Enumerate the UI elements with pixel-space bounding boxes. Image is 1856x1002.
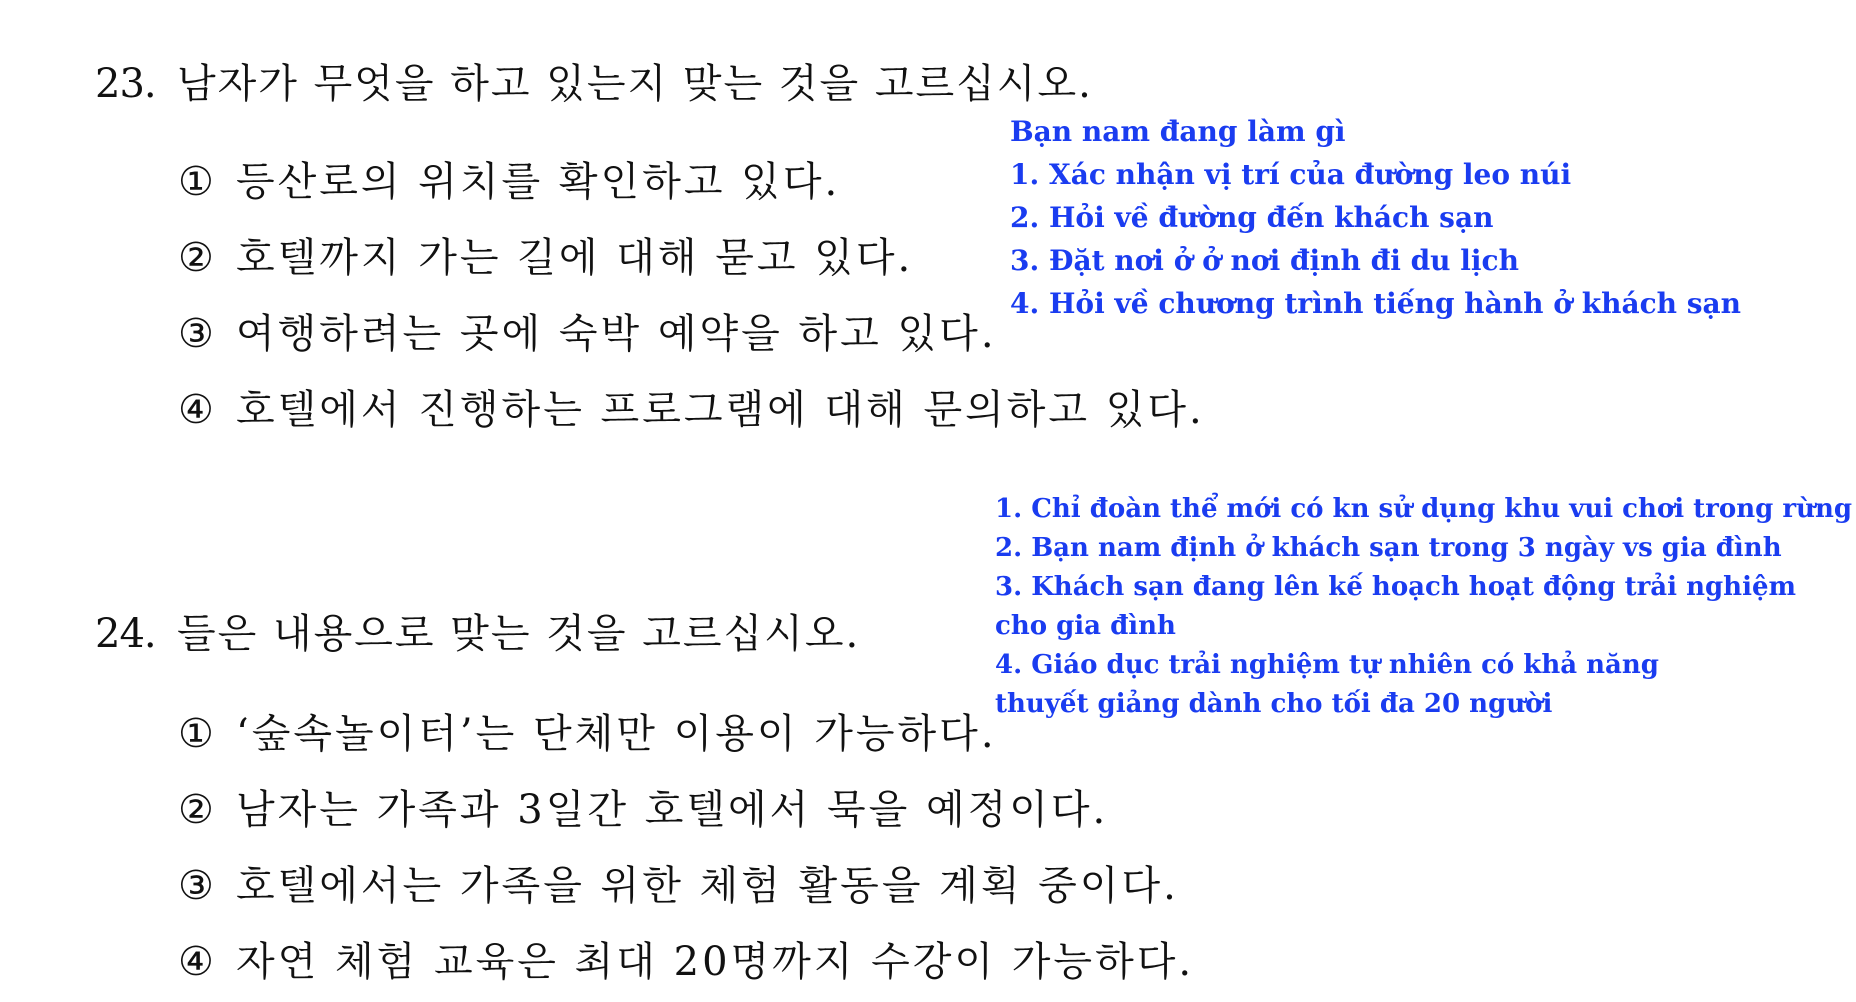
option-text: 등산로의 위치를 확인하고 있다. <box>236 159 841 205</box>
q23-option-3 <box>178 302 997 359</box>
option-marker: ③ <box>178 863 217 909</box>
option-text: 여행하려는 곳에 숙박 예약을 하고 있다. <box>236 311 997 357</box>
annotation-line: 4. Hỏi về chương trình tiếng hành ở khách sạn <box>1010 287 1742 320</box>
option-marker: ③ <box>178 311 217 357</box>
annotation-line: 4. Giáo dục trải nghiệm tự nhiên có khả năng <box>995 650 1659 680</box>
annotation-line: 2. Hỏi về đường đến khách sạn <box>1010 201 1494 234</box>
annotation-line: 1. Xác nhận vị trí của đường leo núi <box>1010 158 1572 191</box>
option-marker: ④ <box>178 939 217 985</box>
annotation-line: Bạn nam đang làm gì <box>1010 115 1346 148</box>
annotation-line: 3. Đặt nơi ở ở nơi định đi du lịch <box>1010 244 1519 277</box>
option-text: 남자는 가족과 3일간 호텔에서 묵을 예정이다. <box>236 787 1109 833</box>
q24-annotation <box>995 490 1852 724</box>
question-24-title <box>95 602 860 659</box>
annotation-line: thuyết giảng dành cho tối đa 20 người <box>995 689 1553 719</box>
option-marker: ② <box>178 787 217 833</box>
question-prompt: 들은 내용으로 맞는 것을 고르십시오. <box>177 611 861 657</box>
option-text: 호텔에서 진행하는 프로그램에 대해 문의하고 있다. <box>236 387 1205 433</box>
option-marker: ④ <box>178 387 217 433</box>
q23-option-1 <box>178 150 840 207</box>
option-text: 호텔까지 가는 길에 대해 묻고 있다. <box>236 235 914 281</box>
option-text: 자연 체험 교육은 최대 20명까지 수강이 가능하다. <box>236 939 1195 985</box>
q23-option-2 <box>178 226 913 283</box>
q23-annotation <box>1010 110 1741 325</box>
q24-option-2 <box>178 778 1108 835</box>
q23-option-4 <box>178 378 1205 435</box>
option-marker: ② <box>178 235 217 281</box>
annotation-line: 2. Bạn nam định ở khách sạn trong 3 ngày vs gia đình <box>995 533 1782 563</box>
question-number: 24. <box>95 611 156 657</box>
q24-option-4 <box>178 930 1194 987</box>
option-text: ‘숲속놀이터’는 단체만 이용이 가능하다. <box>236 711 997 757</box>
annotation-line: 1. Chỉ đoàn thể mới có kn sử dụng khu vui chơi trong rừng <box>995 494 1853 524</box>
annotation-line: cho gia đình <box>995 611 1176 641</box>
q24-option-3 <box>178 854 1179 911</box>
option-text: 호텔에서는 가족을 위한 체험 활동을 계획 중이다. <box>236 863 1179 909</box>
question-number: 23. <box>95 61 156 107</box>
q24-option-1 <box>178 702 997 759</box>
option-marker: ① <box>178 711 217 757</box>
question-23-title <box>95 52 1093 109</box>
question-prompt: 남자가 무엇을 하고 있는지 맞는 것을 고르십시오. <box>177 61 1093 107</box>
option-marker: ① <box>178 159 217 205</box>
annotation-line: 3. Khách sạn đang lên kế hoạch hoạt động trải nghiệm <box>995 572 1796 602</box>
